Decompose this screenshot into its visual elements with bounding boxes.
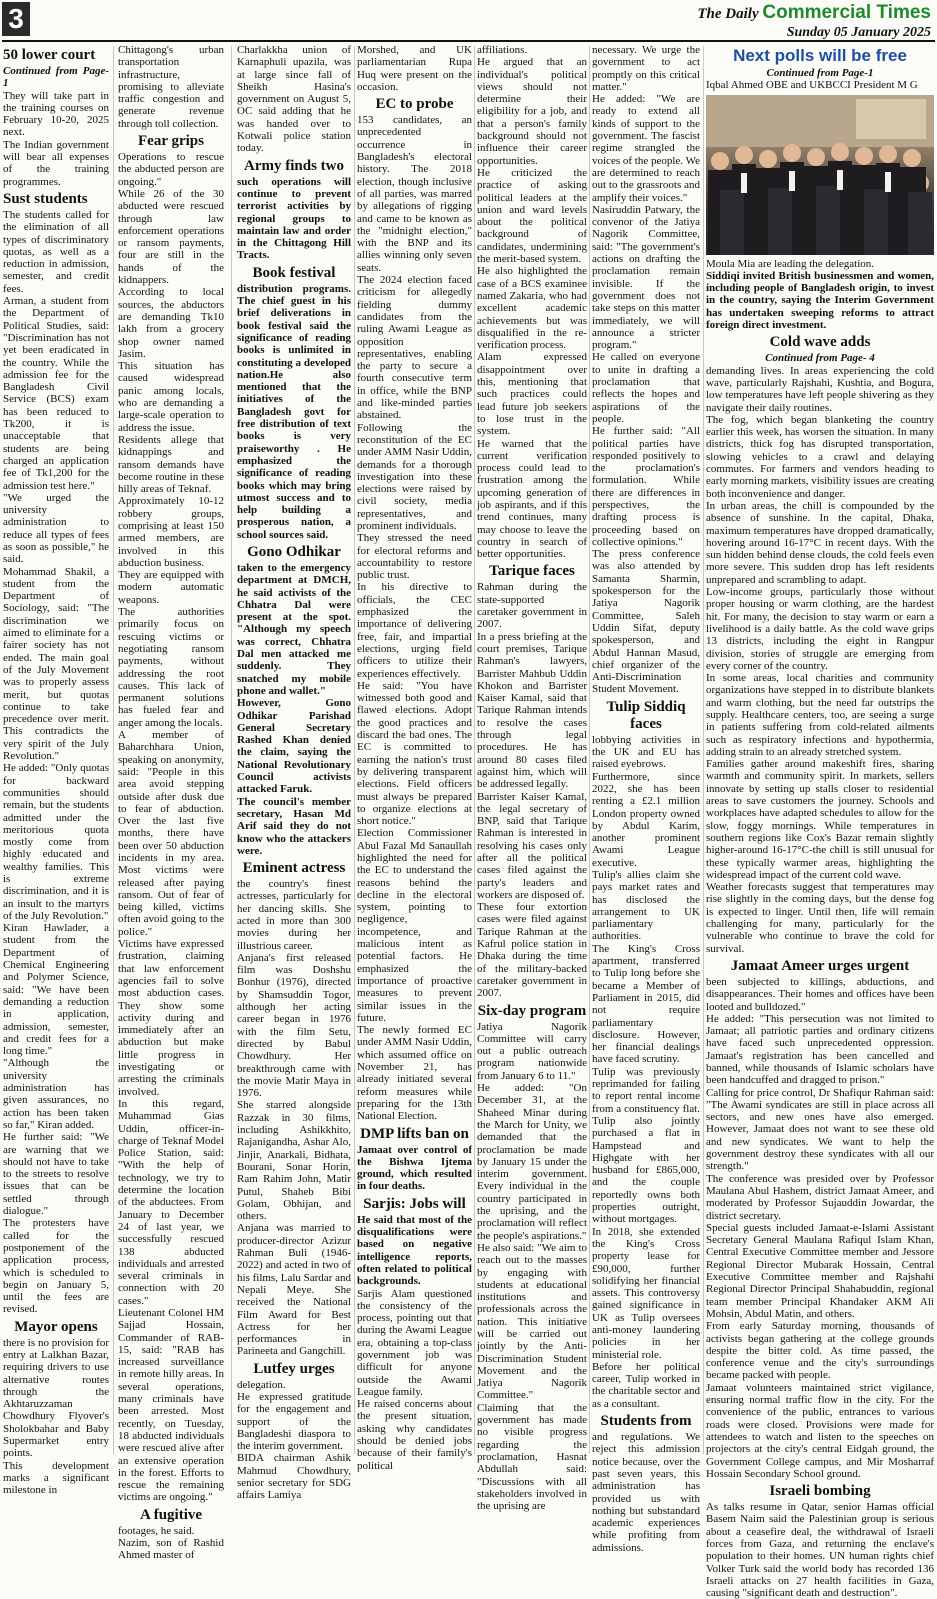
paragraph: 153 candidates, an unprecedented occurrence in Bangladesh's electoral history. The 2018 election, though inclusive of all parties, was marred by allegations of rigging and came to be known as the "midnight election," with the BNP and its allies winning only seven seats.	[357, 114, 472, 274]
paragraph: He raised concerns about the present situation, asking why candidates should be denied jobs because of their family's political	[357, 1398, 472, 1472]
paragraph: BIDA chairman Ashik Mahmud Chowdhury, senior secretary for SDG affairs Lamiya	[237, 1452, 351, 1502]
headline-a-fugitive: A fugitive	[139, 1506, 203, 1523]
paragraph: He also highlighted the case of a BCS examinee named Zakaria, who had excellent academic achievements but was disqualified in the re-verification process.	[477, 265, 587, 352]
paragraph: Anjana's first released film was Doshshu Bonhur (1976), directed by Shamsuddin Togor, although her acting career began in 1976 with the film Setu, directed by Babul Chowdhury. Her breakthrough came with the movie Matir Maya in 1976.	[237, 951, 351, 1100]
paragraph: Siddiqi invited British businessmen and women, including people of Bangladesh origin, to invest in the country, saying the Interim Government has undertaken sweeping reforms to attract foreign direct investment.	[706, 269, 934, 332]
paragraph: Arman, a student from the Department of Political Studies, said: "Discrimination has not yet been eradicated in the country. While the admission fee for the Bangladesh Civil Service (BCS) exam has been reduced to Tk200, it is unacceptable that students are being charged an application fee of Tk1,200 for the admission test here."	[3, 295, 109, 492]
paragraph: Iqbal Ahmed OBE and UKBCCI President M G	[706, 79, 918, 92]
headline-gono-odhikar: Gono Odhikar	[247, 543, 341, 560]
paragraph: According to local sources, the abductors are demanding Tk10 lakh from a grocery shop owner named Jasim.	[118, 286, 224, 360]
paragraph: As talks resume in Qatar, senior Hamas official Basem Naim said the Palestinian group is serious about a ceasefire deal, the withdrawal of Israeli forces from Gaza, and returning the enclave's population to their homes. UN human rights chief Volker Turk said the world body has recorded 136 Israeli attacks on 27 health facilities in Gaza, causing "significant death and destruction".	[706, 1501, 934, 1599]
paragraph: He said: "You have witnessed both good and flawed elections. Adopt the good practices and discard the bad ones. The EC is committed to earning the nation's trust by delivering transparent elections. Field officers must always be prepared to organize elections at short notice."	[357, 679, 472, 828]
headline-tarique-faces: Tarique faces	[489, 563, 575, 580]
paragraph: He said that most of the disqualifications were based on negative intelligence reports, often related to political backgrounds.	[357, 1213, 472, 1288]
paragraph: Residents allege that kidnappings and ransom demands have become routine in these hilly areas of Teknaf.	[118, 433, 224, 496]
paragraph: They will take part in the training courses on February 10-20, 2025 next.	[3, 89, 109, 139]
paragraph: affiliations.	[477, 44, 528, 56]
headline-six-day-program: Six-day program	[477, 1002, 587, 1019]
paragraph: Election Commissioner Abul Fazal Md Sanaullah highlighted the need for the EC to understand the reasons behind the decline in the electoral system, pointing to negligence, incompetence, and malicious intent as potential factors. He emphasized the importance of proactive measures to prevent similar issues in the future.	[357, 827, 472, 1024]
paragraph: Nazim, son of Rashid Ahmed master of	[118, 1537, 224, 1562]
page-number: 3	[2, 2, 30, 36]
paragraph: Jamaat volunteers maintained strict vigilance, ensuring normal traffic flow in the city. For the convenience of the public, entrances to various roads were closed. Provisions were made for attendees to watch and listen to the speeches on projectors at the city's central Eidgah ground, the Government College campus, and Mir Mosharraf Hossain Secondary School ground.	[706, 1381, 934, 1480]
column-divider	[231, 46, 232, 1454]
paragraph: delegation.	[237, 1378, 286, 1391]
paragraph: The 2024 election faced criticism for allegedly fielding dummy candidates from the ruling Awami League as opposition representatives, enabling the party to secure a fourth consecutive term in office, while the BNP and like-minded parties abstained.	[357, 274, 472, 422]
paragraph: Chittagong's urban transportation infrastructure, promising to alleviate traffic congestion and generate revenue through toll collection.	[118, 44, 224, 130]
column-2	[118, 44, 224, 1562]
paragraph: This development marks a significant milestone in	[3, 1459, 109, 1497]
delegation-group-photo	[706, 95, 934, 255]
paragraph: taken to the emergency department at DMCH, he said activists of the Chhatra Dal were present at the spot. "Although my speech was correct, Chhatra Dal men attacked me suddenly. They snatched my mobile phone and wallet."	[237, 561, 351, 697]
column-divider	[589, 46, 590, 1454]
issue-date: Sunday 05 January 2025	[786, 25, 931, 40]
paragraph: Following the reconstitution of the EC under AMM Nasir Uddin, demands for a thorough investigation into these elections were raised by civil society, media representatives, and prominent individuals.	[357, 421, 472, 532]
paragraph: He argued that an individual's political views should not determine their eligibility for a job, and that a person's family background should not influence their career opportunities.	[477, 56, 587, 167]
masthead	[0, 0, 937, 42]
newspaper-brand: Commercial Times	[762, 2, 931, 23]
paragraph: The Indian government will bear all expenses of the training programmes.	[3, 138, 109, 188]
paragraph: The council's member secretary, Hasan Md Arif said they do not know who the attackers were.	[237, 795, 351, 857]
paragraph: there is no provision for entry at Lalkhan Bazar, requiring drivers to use alternative routes through the Akhtaruzzaman Chowdhury Flyover's Sholokbahar and Baby Supermarket entry points.	[3, 1336, 109, 1460]
paragraph: The press conference was also attended by Samanta Sharmin, spokesperson for the Jatiya Nagorik Committee, Saleh Uddin Sifat, deputy spokesperson, and Abdul Hannan Masud, chief organizer of the Anti-Discrimination Student Movement.	[592, 548, 700, 696]
paragraph: He called on everyone to unite in drafting a proclamation that reflects the hopes and aspirations of the people.	[592, 351, 700, 425]
paragraph: Kiran Hawlader, a student from the Department of Chemical Engineering and Polymer Science, said: "We have been demanding a reduction in application, admission, semester, and credit fees for a long time."	[3, 922, 109, 1058]
paragraph: The fog, which began blanketing the country earlier this week, has worsen the situation. In many districts, thick fog has disrupted transportation, slowing vehicles to a crawl and delaying commutes. For farmers and vendors heading to early morning markets, visibility issues are creating both inconvenience and danger.	[706, 413, 934, 500]
paragraph: He added: "On December 31, at the Shaheed Minar during the March for Unity, we demanded that the proclamation be made by January 15 under the interim government. Every individual in the country participated in the uprising, and the proclamation will reflect the people's aspirations."	[477, 1082, 587, 1242]
paragraph: In this regard, Muhammad Gias Uddin, officer-in-charge of Teknaf Model Police Station, said: "With the help of technology, we try to determine the location of the abductees. From January to December 24 of last year, we successfully rescued 138 abducted individuals and arrested several criminals in connection with 20 cases."	[118, 1097, 224, 1307]
paragraph: A member of Baharchhara Union, speaking on anonymity, said: "People in this area avoid stepping outside after dusk due to fear of abduction. Over the last five months, there have been over 50 abduction incidents in my area. Most victims were released after paying ransom. Out of fear of being killed, victims often avoid going to the police."	[118, 729, 224, 938]
paragraph: He criticized the practice of asking political leaders at the union and ward levels about the political background of candidates, undermining the merit-based system.	[477, 166, 587, 266]
paragraph: Rahman during the state-supported caretaker government in 2007.	[477, 581, 587, 631]
paragraph: Calling for price control, Dr Shafiqur Rahman said: "The Awami syndicates are still in place across all sectors, and new ones have also emerged. However, Jamaat does not want to see these old and new syndicates. We want to help the government destroy these syndicates with all our strength."	[706, 1086, 934, 1173]
masthead-rule	[2, 40, 935, 42]
paragraph: He further said: "All political parties have responded positively to the proclamation's formulation. While there are differences in perspectives, the drafting process is proceeding based on collective opinions."	[592, 425, 700, 548]
paragraph: Barrister Kaiser Kamal, the legal secretary of BNP, said that Tarique Rahman is interested in resolving his cases only after all the political cases filed against the party's leaders and workers are disposed of.	[477, 790, 587, 901]
headline-tulip-siddiq-faces: Tulip Siddiq faces	[606, 698, 686, 732]
paragraph: The students called for the elimination of all types of discriminatory quotas, as well as a reduction in admission, semester, and credit fees.	[3, 208, 109, 295]
paragraph: He added: "We are ready to extend all kinds of support to the government. The fascist regime strangled the voices of the people. We are determined to reach out to the grassroots and amplify their voices."	[592, 93, 700, 204]
paragraph: He further said: "We are warning that we should not have to take to the streets to resolve issues that can be settled through dialogue."	[3, 1131, 109, 1218]
column-divider	[113, 46, 114, 1454]
paragraph: These four extortion cases were filed against Tarique Rahman at the Kafrul police station in Dhaka during the time of the military-backed caretaker government in 2007.	[477, 901, 587, 1000]
paragraph: This situation has caused widespread panic among locals, who are demanding a large-scale operation to address the issue.	[118, 360, 224, 434]
paragraph: He warned that the current verification process could lead to frustration among the upcoming generation of job aspirants, and if this trend continues, many may choose to leave the country in search of better opportunities.	[477, 437, 587, 561]
paragraph: "We urged the university administration to reduce all types of fees as soon as possible," he said.	[3, 491, 109, 566]
newspaper-prefix: The Daily	[697, 6, 759, 22]
headline-jamaat-ameer: Jamaat Ameer urges urgent	[730, 957, 910, 974]
headline-book-festival: Book festival	[252, 264, 336, 281]
paragraph: In a press briefing at the court premises, Tarique Rahman's lawyers, Barrister Mahbub Uddin Khokon and Barrister Kaiser Kamal, said that Tarique Rahman intends to resolve the cases through legal procedures. He has around 80 cases filed against him, which will be addressed legally.	[477, 630, 587, 791]
column-6	[592, 44, 700, 1554]
paragraph: and regulations. We reject this admission notice because, over the past seven years, this administration has provided us with nothing but substandard academic experiences while profiting from admissions.	[592, 1431, 700, 1554]
headline-mayor-opens: Mayor opens	[14, 1318, 98, 1335]
column-7	[706, 44, 934, 1599]
paragraph: Morshed, and UK parliamentarian Rupa Huq were present on the occasion.	[357, 44, 472, 93]
column-4	[357, 44, 472, 1472]
paragraph: distribution programs. The chief guest in his brief deliverations in book festival said the significance of reading books is unlimited in constituting a developed nation.He also mentioned that the initiatives of the Bangladesh govt for free distribution of text books is very praiseworthy . He emphasized the significance of reading books which may bring utmost success and to help building a prosperous nation, a school sources said.	[237, 282, 351, 541]
group-photo-illustration	[706, 95, 934, 255]
paragraph: Before her political career, Tulip worked in the charitable sector and as a consultant.	[592, 1360, 700, 1410]
paragraph: been subjected to killings, abductions, and disappearances. Their homes and offices have been looted and bulldozed."	[706, 975, 934, 1013]
paragraph: Approximately 10-12 robbery groups, comprising at least 150 armed members, are involved in this abduction business.	[118, 495, 224, 569]
paragraph: The King's Cross apartment, transferred to Tulip long before she became a Member of Parliament in 2015, did not require parliamentary disclosure. However, her financial dealings have faced scrutiny.	[592, 942, 700, 1066]
headline-fear-grips: Fear grips	[138, 133, 204, 150]
continued-note: Continued from Page-1	[3, 65, 109, 90]
paragraph: Nasiruddin Patwary, the convenor of the Jatiya Nagorik Committee, said: "The government's actions on drafting the proclamation remain invisible. If the government does not take steps on this matter immediately, we will announce a stricter program."	[592, 203, 700, 352]
paragraph: Tulip was previously reprimanded for failing to report rental income from a constituency flat. Tulip also jointly purchased a flat in Hampstead and Highgate with her husband for £865,000, and the couple reportedly owns both properties outright, without mortgages.	[592, 1065, 700, 1226]
paragraph: Operations to rescue the abducted person are ongoing."	[118, 151, 224, 188]
column-divider	[703, 46, 704, 1454]
paragraph: The conference was presided over by Professor Maulana Abul Hashem, district Jamaat Ameer, and moderated by Professor Sujauddin Jowardar, the district secretary.	[706, 1172, 934, 1222]
paragraph: In his directive to officials, the CEC emphasized the importance of delivering free, fair, and impartial elections, urging field officers to utilize their experiences effectively.	[357, 581, 472, 680]
paragraph: footages, he said.	[118, 1524, 195, 1537]
paragraph: He added: "Only quotas for backward communities should remain, but the students admitted under the meritorious quota mostly come from highly educated and wealthy families. This is extreme discrimination, and it is an insult to the martyrs of the July Revolution."	[3, 762, 109, 922]
paragraph: In 2018, she extended the King's Cross property lease for £90,000, further solidifying her financial assets. This controversy gained significance in UK as Tulip oversees anti-money laundering policies in her ministerial role.	[592, 1225, 700, 1361]
continued-note: Continued from Page-1	[766, 67, 874, 79]
paragraph: They are equipped with modern automatic weapons.	[118, 569, 224, 606]
column-5	[477, 44, 587, 1513]
paragraph: Tulip's allies claim she pays market rates and has disclosed the arrangement to UK parliamentary authorities.	[592, 869, 700, 943]
paragraph: demanding lives. In areas experiencing the cold wave, particularly Rajshahi, Kushtia, and Bogura, low temperatures have left people shivering as they navigate their daily routines.	[706, 364, 934, 414]
paragraph: The newly formed EC under AMM Nasir Uddin, which assumed office on November 21, has already initiated several reform measures while preparing for the 13th National Election.	[357, 1024, 472, 1123]
paragraph: Families gather around makeshift fires, sharing warmth and community spirit. In markets, sellers innovate by setting up stalls closer to residential areas to save customers the journey. Schools and workplaces have adapted schedules to allow for the slow, foggy mornings. While temperatures in southern regions like Cox's Bazar remain slightly higher-around 16-17°C-the chill is still unusual for these typically warmer areas, highlighting the widespread impact of the current cold wave.	[706, 758, 934, 881]
paragraph: He also said: "We aim to reach out to the masses by engaging with students at educational institutions and professionals across the nation. This initiative will be carried out jointly by the Anti-Discrimination Student Movement and the Jatiya Nagorik Committee."	[477, 1241, 587, 1402]
paragraph: She starred alongside Razzak in 30 films, including Ashikkhito, Rajanigandha, Ashar Alo, Jinjir, Anarkali, Bidhata, Bourani, Sonar Horin, Ram Rahim John, Matir Putul, Shaheb Bibi Golam, Obhijan, and others.	[237, 1099, 351, 1223]
headline-ec-to-probe: EC to probe	[375, 96, 454, 113]
paragraph: Jamaat over control of the Bishwa Ijtema ground, which resulted in four deaths.	[357, 1143, 472, 1193]
column-divider	[474, 46, 475, 1454]
newspaper-name	[697, 2, 931, 24]
paragraph: Sarjis Alam questioned the consistency of the process, pointing out that during the Awami League era, obtaining a top-class government job was difficult for anyone outside the Awami League family.	[357, 1287, 472, 1398]
masthead-title-block	[697, 2, 931, 41]
headline-students-from: Students from	[600, 1413, 692, 1430]
paragraph: Low-income groups, particularly those without proper housing or warm clothing, are the hardest hit. For many, the decision to stay warm or earn a livelihood is a daily battle. As the cold wave grips 13 districts, including the eight in Rangpur division, stories of struggle are emerging from every corner of the country.	[706, 586, 934, 672]
headline-sarjis-jobs: Sarjis: Jobs will	[363, 1195, 466, 1212]
paragraph: From early Saturday morning, thousands of activists began gathering at the college grounds despite the bitter cold. As time passed, the conference venue and the city's surroundings became packed with people.	[706, 1320, 934, 1382]
headline-army-finds-two: Army finds two	[244, 157, 344, 174]
headline-next-polls: Next polls will be free	[733, 46, 907, 65]
paragraph: Mohammad Shakil, a student from the Department of Sociology, said: "The discrimination we aimed to eliminate for a fairer society has not ended. The main goal of the July Movement was to properly assess merit, but quotas continue to take precedence over merit. This contradicts the very spirit of the July Revolution."	[3, 565, 109, 763]
headline-lower-court: 50 lower court	[3, 47, 96, 63]
paragraph: Special guests included Jamaat-e-Islami Assistant Secretary General Maulana Rafiqul Islam Khan, Central Executive Committee member and Jessore Regional Director Mubarak Hossain, Central Executive Committee member and Rajshahi Regional Director Principal Shahabuddin, regional team member Principal Khandaker AKM Ali Mohsin, Abdul Matin, and others.	[706, 1221, 934, 1320]
paragraph: He expressed gratitude for the engagement and support of the Bangladeshi diaspora to the interim government.	[237, 1390, 351, 1453]
paragraph: Moula Mia are leading the delegation.	[706, 257, 874, 270]
paragraph: In some areas, local charities and community organizations have stepped in to distribute blankets and warm clothing, but the need far outstrips the supply. Healthcare centers, too, are seeing a surge in patients suffering from cold-related ailments such as respiratory infections and hypothermia, adding strain to an already stretched system.	[706, 672, 934, 758]
column-1	[3, 44, 109, 1497]
paragraph: Anjana was married to producer-director Azizur Rahman Buli (1946-2022) and acted in two of his films, Lalu Sardar and Nepali Meye. She received the National Film Award for Best Actress for her performances in Parineeta and Gangchill.	[237, 1222, 351, 1358]
paragraph: Charlakkha union of Karnaphuli upazila, was at large since fall of Sheikh Hasina's government on August 5, OC said adding that he was handed over to Kotwali police station today.	[237, 44, 351, 155]
paragraph: However, Gono Odhikar Parishad General Secretary Rashed Khan denied the claim, saying the National Revolutionary Council activists attacked Faruk.	[237, 697, 351, 796]
paragraph: Furthermore, since 2022, she has been renting a £2.1 million London property owned by Abdul Karim, another prominent Awami League executive.	[592, 770, 700, 869]
paragraph: the country's finest actresses, particularly for her dancing skills. She acted in more than 300 movies during her illustrious career.	[237, 878, 351, 952]
headline-eminent-actress: Eminent actress	[242, 860, 346, 877]
paragraph: Jatiya Nagorik Committee will carry out a public outreach program nationwide from January 6 to 11."	[477, 1020, 587, 1082]
paragraph: Alam expressed disappointment over this, mentioning that such practices could lead future job seekers to lose trust in the system.	[477, 351, 587, 438]
paragraph: such operations will continue to prevent terrorist activities by regional groups to maintain law and order in the Chittagong Hill Tracts.	[237, 175, 351, 262]
paragraph: Weather forecasts suggest that temperatures may rise slightly in the coming days, but the dense fog is expected to linger. Until then, life will remain challenging for many, particularly for the vulnerable who continue to brave the cold for survival.	[706, 881, 934, 955]
paragraph: In urban areas, the chill is compounded by the absence of sunshine. In the capital, Dhaka, maximum temperatures have dropped dramatically, hovering around 16-17°C in recent days. With the sun hidden behind dense clouds, the cold feels even more severe. This sudden drop has left residents unprepared and scrambling to adapt.	[706, 499, 934, 586]
column-3	[237, 44, 351, 1502]
headline-lutfey-urges: Lutfey urges	[253, 1360, 335, 1377]
paragraph: They stressed the need for electoral reforms and accountability to restore public trust.	[357, 532, 472, 582]
paragraph: The protesters have called for the postponement of the application process, which is scheduled to begin on January 5, until the fees are revised.	[3, 1217, 109, 1316]
paragraph: lobbying activities in the UK and EU has raised eyebrows.	[592, 733, 700, 771]
column-divider	[354, 46, 355, 1454]
headline-sust-students: Sust students	[3, 190, 88, 207]
paragraph: Claiming that the government has made no visible progress regarding the proclamation, Hasnat Abdullah said: "Discussions with all stakeholders involved in the uprising are	[477, 1401, 587, 1513]
paragraph: necessary. We urge the government to act promptly on this critical matter."	[592, 44, 700, 93]
paragraph: The authorities primarily focus on rescuing victims or negotiating ransom payments, without addressing the root causes. This lack of permanent solutions has fueled fear and anger among the locals.	[118, 606, 224, 729]
paragraph: Lieutenant Colonel HM Sajjad Hossain, Commander of RAB-15, said: "RAB has increased surveillance in remote hilly areas. In several operations, many criminals have been arrested. Most recently, on Tuesday, 18 abducted individuals were rescued alive after an extensive operation in the forest. Efforts to rescue the remaining victims are ongoing."	[118, 1306, 224, 1504]
paragraph: He added: "This persecution was not limited to Jamaat; all patriotic parties and ordinary citizens have faced such unprecedented oppression. Jamaat's registration has been cancelled and banned, while thousands of Islamic scholars have been handcuffed and dragged to prison."	[706, 1012, 934, 1087]
continued-note: Continued from Page- 4	[765, 352, 875, 365]
headline-cold-wave-adds: Cold wave adds	[769, 334, 871, 351]
paragraph: Victims have expressed frustration, claiming that law enforcement agencies fail to solve most abduction cases. They show some activity during and immediately after an abduction but make little progress in investigating or arresting the criminals involved.	[118, 938, 224, 1098]
headline-dmp-lifts-ban: DMP lifts ban on	[360, 1125, 469, 1142]
headline-israeli-bombing: Israeli bombing	[769, 1483, 871, 1500]
paragraph: While 26 of the 30 abducted were rescued through law enforcement operations or ransom payments, four are still in the hands of the kidnappers.	[118, 187, 224, 287]
paragraph: "Although the university administration has given assurances, no action has been taken so far," Kiran added.	[3, 1057, 109, 1131]
